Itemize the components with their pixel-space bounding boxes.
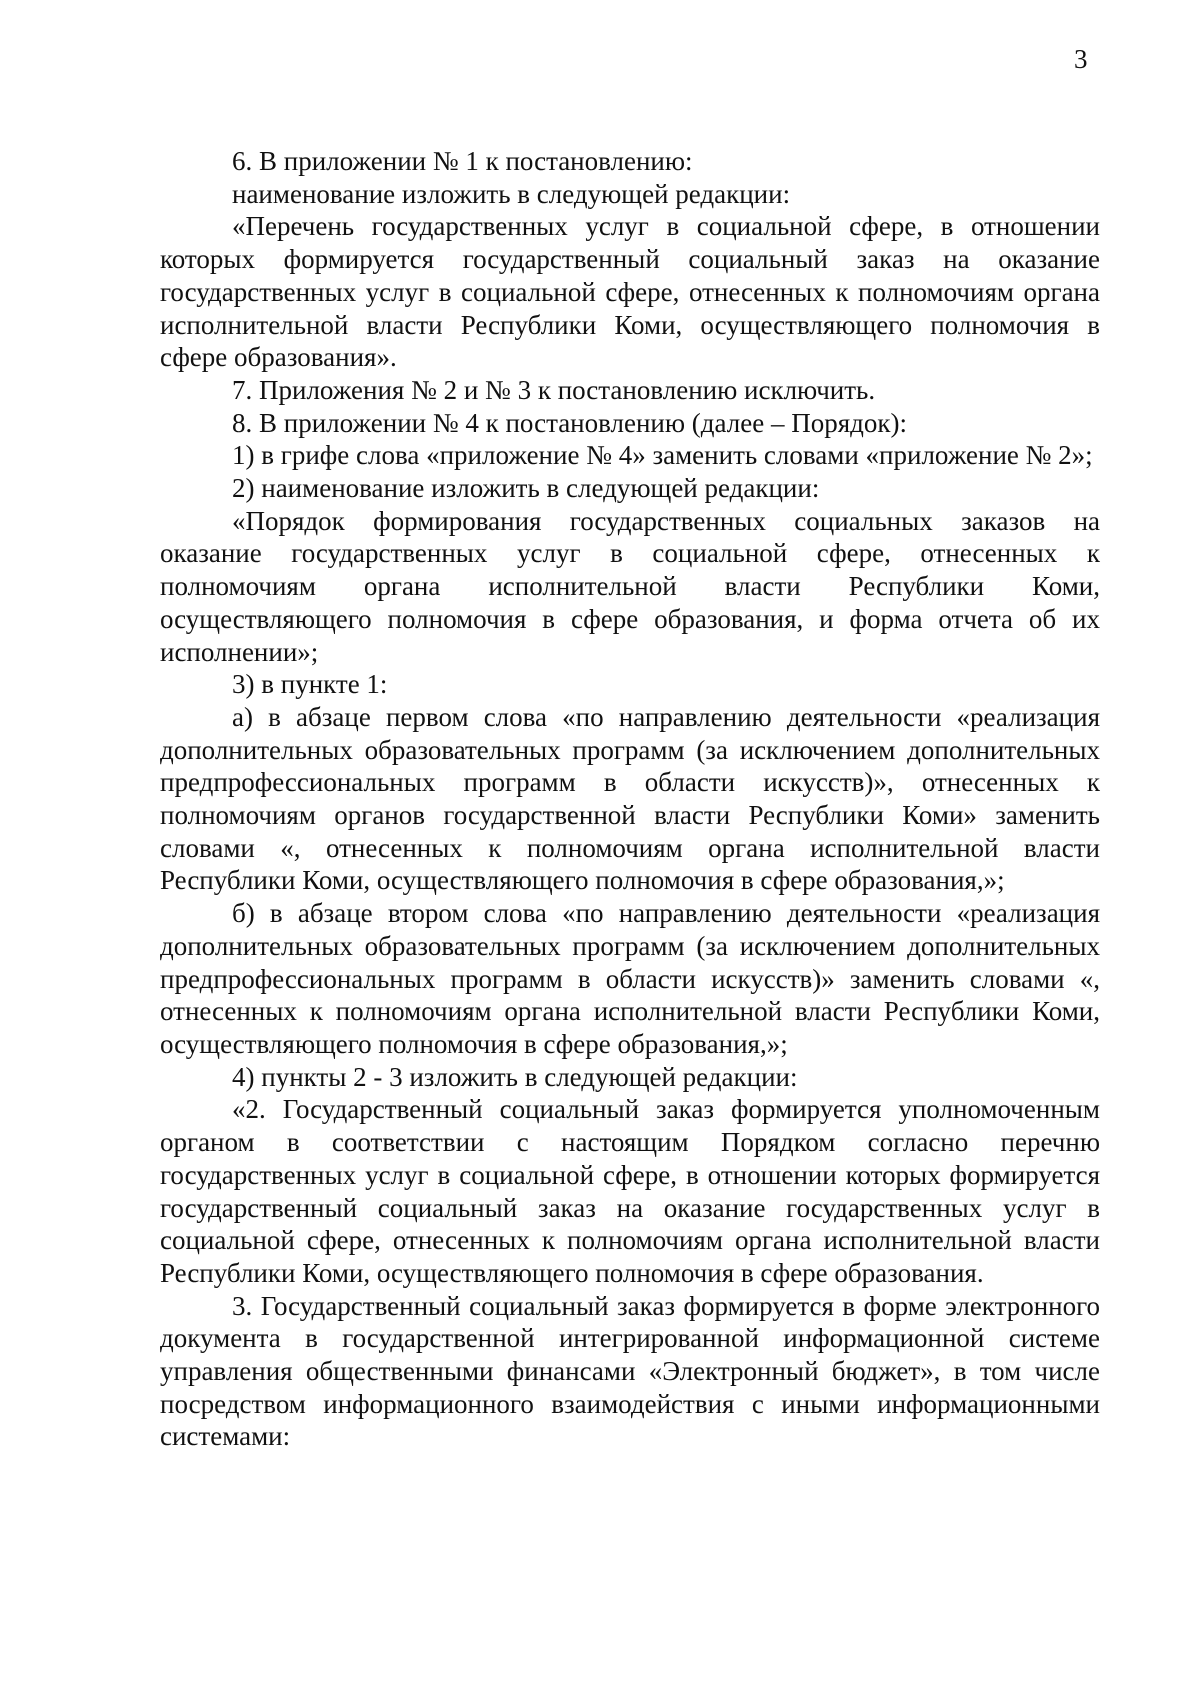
paragraph-8-3-b: б) в абзаце втором слова «по направлению деятельности «реализация дополнительных образовательных программ (за исключением дополнительных предпрофессиональных программ в области искусств)» заменить словами «, отнесенных к полномочиям органа исполнительной власти Республики Коми, осуществляющего полномочия в сфере образования,»;	[160, 898, 1100, 1059]
paragraph-6-intro: 6. В приложении № 1 к постановлению:	[232, 146, 693, 176]
paragraph-8-3-a: а) в абзаце первом слова «по направлению деятельности «реализация дополнительных образовательных программ (за исключением дополнительных предпрофессиональных программ в области искусств)», отнесенных к полномочиям органов государственной власти Республики Коми» заменить словами «, отнесенных к полномочиям органа исполнительной власти Республики Коми, осуществляющего полномочия в сфере образования,»;	[160, 701, 1100, 896]
paragraph-8-3: 3) в пункте 1:	[232, 669, 388, 700]
paragraph-clause-2: «2. Государственный социальный заказ формируется уполномоченным органом в соответствии с настоящим Порядком согласно перечню государственных услуг в социальной сфере, в отношении которых формируется государственный социальный заказ на оказание государственных услуг в социальной сфере, отнесенных к полномочиям органа исполнительной власти Республики Коми, осуществляющего полномочия в сфере образования.	[160, 1094, 1100, 1288]
paragraph-8-2: 2) наименование изложить в следующей редакции:	[232, 473, 820, 504]
paragraph-8-1: 1) в грифе слова «приложение № 4» заменить словами «приложение № 2»;	[232, 440, 1093, 471]
paragraph-8-4: 4) пункты 2 - 3 изложить в следующей редакции:	[232, 1061, 798, 1092]
paragraph-clause-3: 3. Государственный социальный заказ формируется в форме электронного документа в государственной интегрированной информационной системе управления общественными финансами «Электронный бюджет», в том числе посредством информационного взаимодействия с иными информационными системами:	[160, 1290, 1100, 1452]
page-number: 3	[1074, 44, 1088, 74]
paragraph-name-edit: наименование изложить в следующей редакции:	[232, 178, 791, 209]
paragraph-8: 8. В приложении № 4 к постановлению (далее – Порядок):	[232, 407, 907, 438]
paragraph-7: 7. Приложения № 2 и № 3 к постановлению исключить.	[232, 374, 876, 405]
document-body	[160, 145, 1100, 1453]
paragraph-list-title: «Перечень государственных услуг в социальной сфере, в отношении которых формируется государственный социальный заказ на оказание государственных услуг в социальной сфере, отнесенных к полномочиям органа исполнительной власти Республики Коми, осуществляющего полномочия в сфере образования».	[160, 211, 1100, 373]
paragraph-order-title: «Порядок формирования государственных социальных заказов на оказание государственных услуг в социальной сфере, отнесенных к полномочиям органа исполнительной власти Республики Коми, осуществляющего полномочия в сфере образования, и форма отчета об их исполнении»;	[160, 505, 1100, 667]
